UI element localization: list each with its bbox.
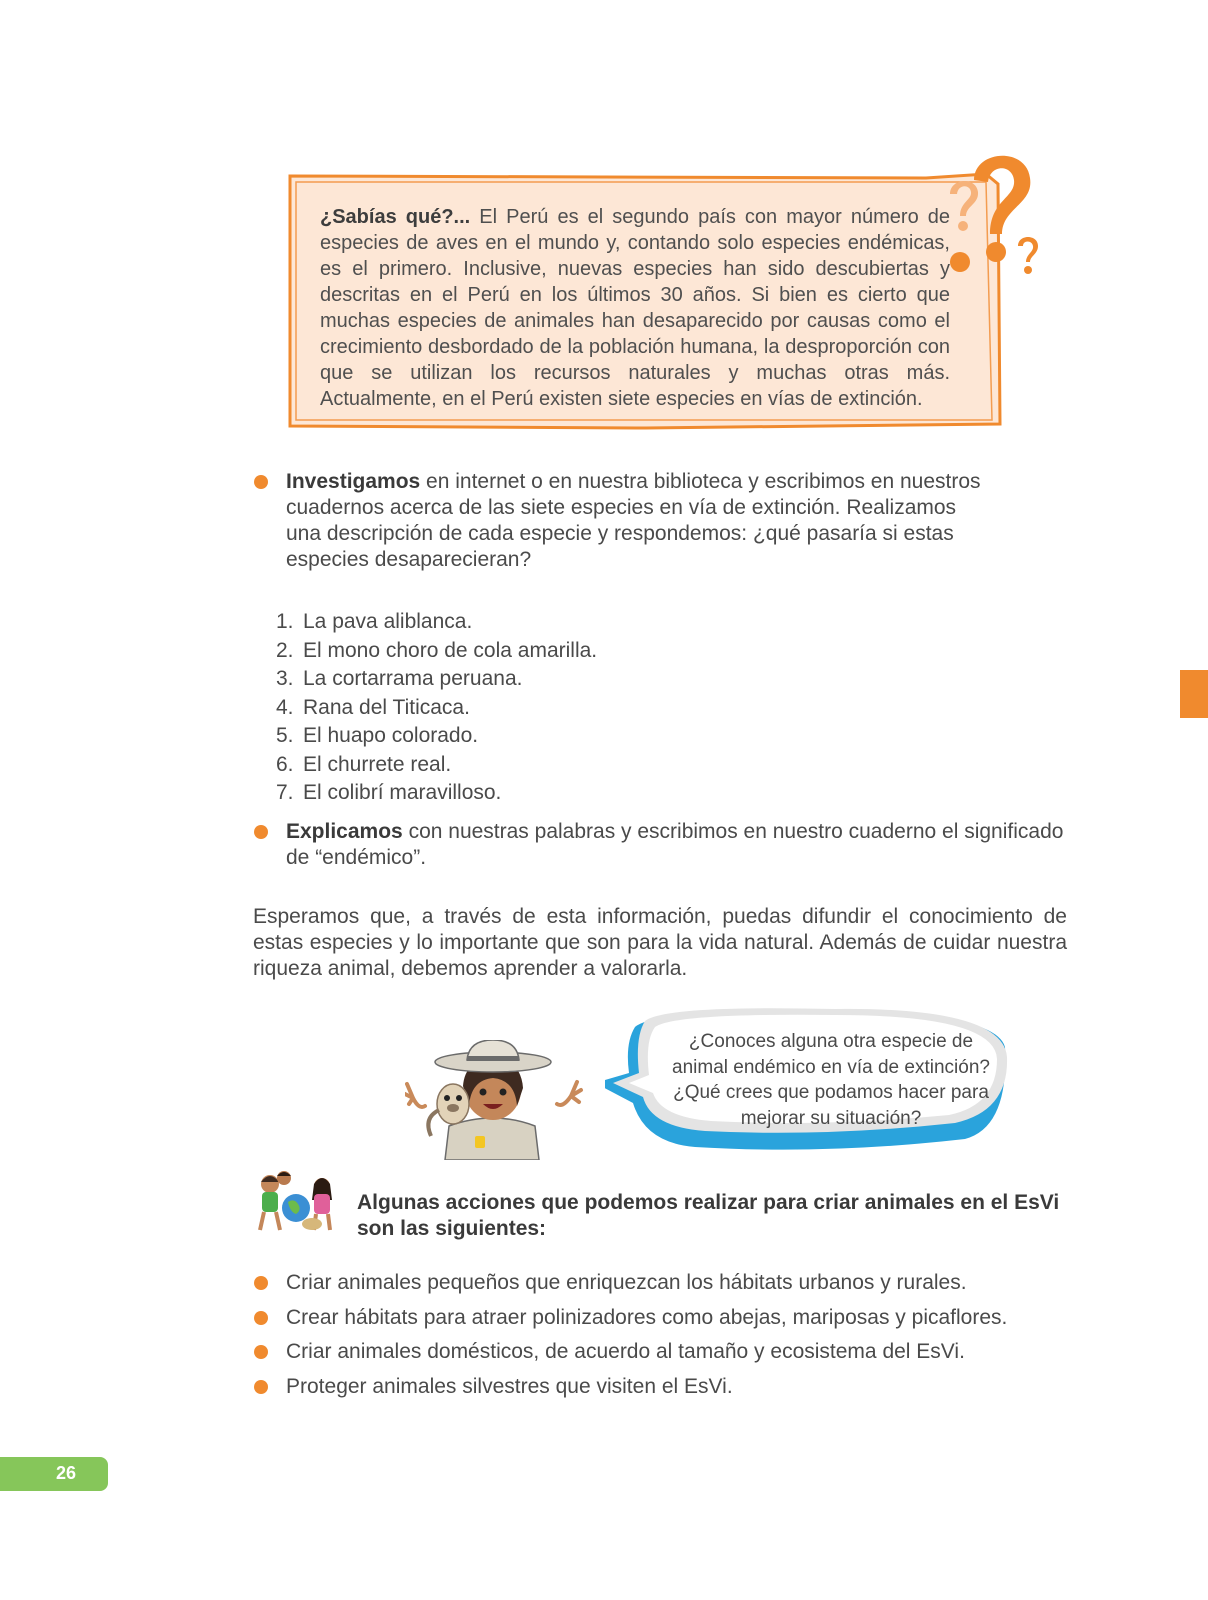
- kids-with-globe-illustration: [250, 1170, 342, 1237]
- info-box-body: El Perú es el segundo país con mayor número de especies de aves en el mundo y, contando solo especies endémicas, es el primero. Inclusive, nuevas especies han sido descubiertas y descritas en el Perú en los últimos 30 años. Si bien es cierto que muchas especies de animales han desaparecido por causas como el crecimiento desbordado de la población humana, la desproporción con que se utilizan los recursos naturales y muchas otras más. Actualmente, en el Perú existen siete especies en vías de extinción.: [320, 206, 951, 410]
- list-item: 2. El mono choro de cola amarilla.: [276, 638, 598, 662]
- info-box-lead: ¿Sabías qué?...: [320, 206, 471, 228]
- page-number-tab: [0, 1457, 108, 1491]
- explain-bullet-text: con nuestras palabras y escribimos en nuestro cuaderno el significado de “endémico”.: [286, 820, 1064, 869]
- ranger-girl-illustration: [405, 1040, 585, 1165]
- actions-title: Algunas acciones que podemos realizar para criar animales en el EsVi son las siguientes:: [357, 1191, 1060, 1240]
- speech-bubble-text: ¿Conoces alguna otra especie de animal endémico en vía de extinción? ¿Qué crees que podamos hacer para mejorar su situación?: [672, 1031, 990, 1129]
- info-box-text: [320, 204, 950, 412]
- list-item: 1. La pava aliblanca.: [276, 610, 473, 633]
- research-bullet-bold: Investigamos: [286, 470, 421, 493]
- closing-paragraph: Esperamos que, a través de esta información, puedas difundir el conocimiento de estas especies y lo importante que son para la vida natural. Además de cuidar nuestra riqueza animal, debemos aprender a valorarla.: [253, 905, 1067, 980]
- page-number: 26: [56, 1463, 77, 1483]
- list-item: 5. El huapo colorado.: [276, 724, 479, 747]
- research-bullet-text: en internet o en nuestra biblioteca y escribimos en nuestros cuadernos acerca de las siete especies en vía de extinción. Realizamos una descripción de cada especie y respondemos: ¿qué pasaría si estas especies desaparecieran?: [286, 470, 981, 571]
- research-bullet: [254, 469, 994, 579]
- question-marks-icon: [946, 142, 1046, 297]
- list-item: 4. Rana del Titicaca.: [276, 695, 470, 719]
- bullet-dot-icon: [254, 825, 268, 839]
- list-item: 7. El colibrí maravilloso.: [276, 781, 502, 804]
- bullet-dot-icon: [254, 1345, 268, 1359]
- list-item: 3. La cortarrama peruana.: [276, 667, 523, 690]
- did-you-know-box: [286, 172, 1012, 432]
- explain-bullet-bold: Explicamos: [286, 820, 403, 843]
- section-side-tab: [1180, 670, 1208, 718]
- bullet-dot-icon: [254, 475, 268, 489]
- list-item: 6. El churrete real.: [276, 752, 452, 776]
- bullet-dot-icon: [254, 1311, 268, 1325]
- species-list: [276, 608, 597, 808]
- bullet-dot-icon: [254, 1276, 268, 1290]
- bullet-dot-icon: [254, 1380, 268, 1394]
- explain-bullet: [254, 819, 1074, 875]
